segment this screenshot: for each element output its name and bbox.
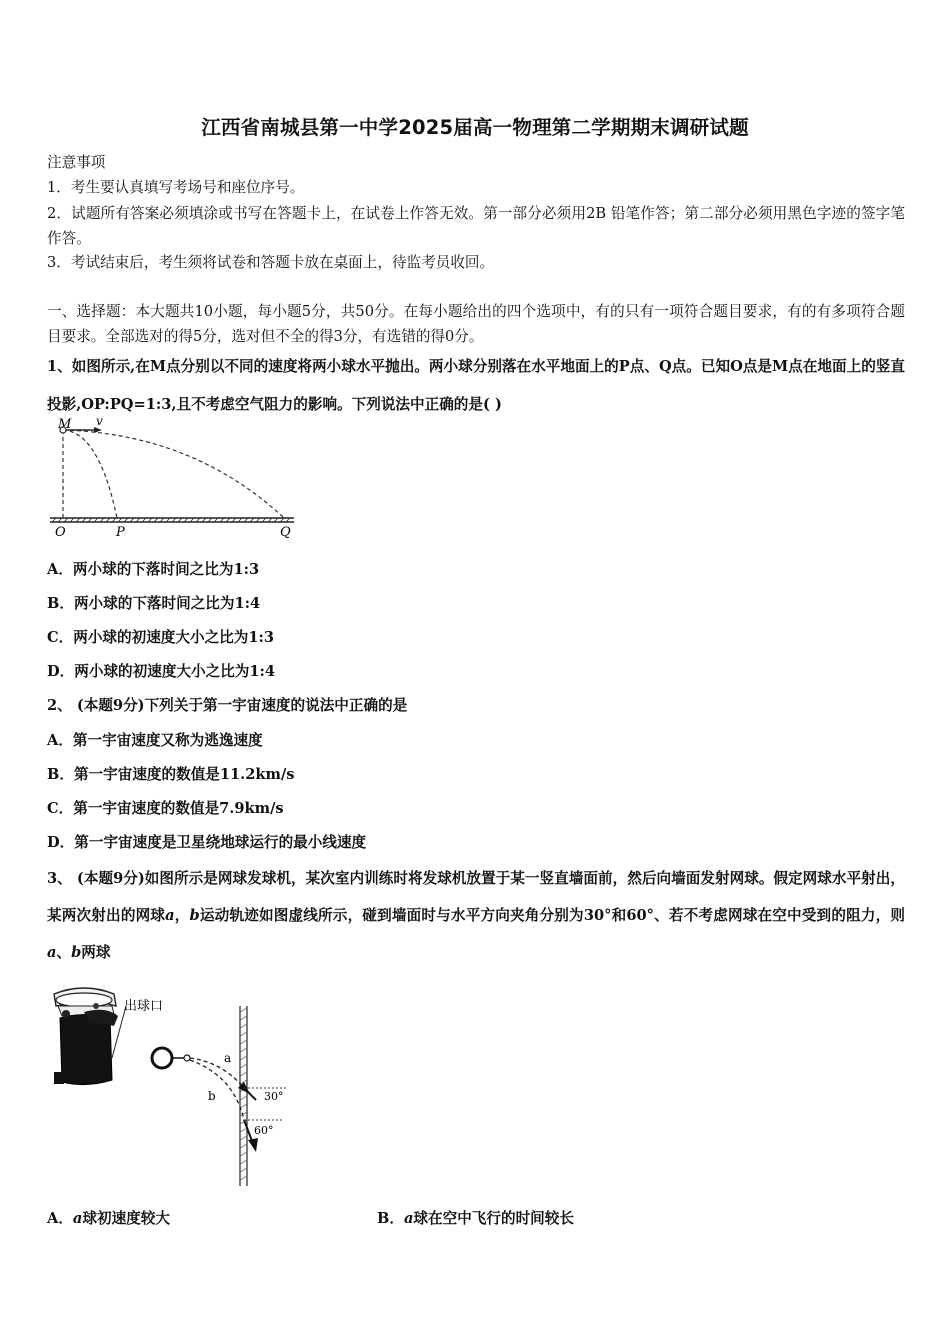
tennis-launcher-figure [44,976,344,1190]
stem-text: 3、 (本题9分)如图所示是网球发球机，某次室内训练时将发球机放置于某一竖直墙面前，然后向墙面发射网球。假定网球水平射出，某两次射出的网球 [47,870,905,924]
notice-item-3: 3．考试结束后，考生须将试卷和答题卡放在桌面上，待监考员收回。 [47,254,495,271]
stem-separator: ， [174,907,190,924]
wall [240,1006,247,1186]
option-letter: A． [47,561,73,578]
option-letter: C． [47,800,74,817]
option-text: 第一宇宙速度又称为逃逸速度 [72,732,263,749]
trajectory-q [63,430,284,518]
page-title: 江西省南城县第一中学2025届高一物理第二学期期末调研试题 [201,116,749,139]
trajectory-b [190,1060,244,1120]
trajectory-p [63,430,117,518]
trajectory-b-arrowhead [248,1138,258,1152]
option-ball: a [403,1210,414,1227]
ball-a-symbol: a [47,944,57,961]
q1-option-a[interactable] [47,558,259,579]
ball-machine [54,988,118,1085]
option-ball: a [72,1210,83,1227]
q3-option-b[interactable] [377,1207,574,1228]
q1-option-c[interactable] [47,626,274,647]
label-q: Q [280,525,291,540]
ball-b-symbol: b [189,907,200,924]
option-letter: B． [47,595,74,612]
label-outlet: 出球口 [124,999,164,1014]
section-instructions: 一、选择题：本大题共10小题，每小题5分，共50分。在每小题给出的四个选项中，有的只有一项符合题目要求，有的有多项符合题目要求。全部选对的得5分，选对但不全的得3分，有选错的得0分。 [47,303,905,345]
option-letter: B． [377,1210,404,1227]
notice-item-2: 2．试题所有答案必须填涂或书写在答题卡上，在试卷上作答无效。第一部分必须用2B 铅笔作答；第二部分必须用黑色字迹的签字笔作答。 [47,205,905,247]
option-letter: B． [47,766,74,783]
projectile-figure [44,414,309,542]
q1-option-b[interactable] [47,592,260,613]
option-text: 第一宇宙速度的数值是7.9km/s [73,800,284,817]
option-letter: A． [47,1210,73,1227]
trajectory-a [190,1058,244,1088]
stem-text: 运动轨迹如图虚线所示，碰到墙面时与水平方向夹角分别为30°和60°、若不考虑网球在空中受到的阻力，则 [199,907,905,924]
label-b: b [208,1089,216,1103]
option-letter: C． [47,629,74,646]
notice-heading: 注意事项 [47,154,106,171]
label-a: a [224,1051,232,1065]
option-text: 第一宇宙速度的数值是11.2km/s [73,766,295,783]
q2-option-a[interactable] [47,729,263,750]
launch-point [184,1055,190,1061]
option-text: 两小球的下落时间之比为1:4 [73,595,261,612]
option-text: 两小球的下落时间之比为1:3 [72,561,260,578]
option-text: 球在空中飞行的时间较长 [413,1210,574,1227]
question-2-stem: 2、 (本题9分)下列关于第一宇宙速度的说法中正确的是 [47,697,408,714]
label-p: P [116,525,125,540]
q2-option-d[interactable] [47,831,366,852]
tennis-ball [152,1048,172,1068]
q2-option-c[interactable] [47,797,284,818]
question-3-stem [47,860,905,971]
stem-text: 两球 [81,944,111,961]
question-1-stem: 1、如图所示,在M点分别以不同的速度将两小球水平抛出。两小球分别落在水平地面上的P点、Q点。已知O点是M点在地面上的竖直投影,OP:PQ=1:3,且不考虑空气阻力的影响。下列说法中正确的是( ) [47,358,905,413]
option-letter: A． [47,732,73,749]
option-text: 两小球的初速度大小之比为1:3 [73,629,275,646]
notice-item-1: 1．考生要认真填写考场号和座位序号。 [47,179,305,196]
option-text: 两小球的初速度大小之比为1:4 [74,663,276,680]
option-text: 第一宇宙速度是卫星绕地球运行的最小线速度 [74,834,367,851]
q1-option-d[interactable] [47,660,275,681]
option-text: 球初速度较大 [82,1210,170,1227]
label-v: v [96,414,103,428]
label-m: M [58,417,72,432]
label-angle-30: 30° [264,1090,284,1103]
label-angle-60: 60° [254,1124,274,1137]
ball-a-symbol: a [165,907,175,924]
label-o: O [55,525,66,540]
option-letter: D． [47,663,75,680]
ground [50,518,294,522]
q3-option-a[interactable] [47,1207,170,1228]
trajectory-a-tail [244,1088,256,1100]
option-letter: D． [47,834,75,851]
stem-separator: 、 [56,944,72,961]
ball-b-symbol: b [71,944,82,961]
q2-option-b[interactable] [47,763,295,784]
